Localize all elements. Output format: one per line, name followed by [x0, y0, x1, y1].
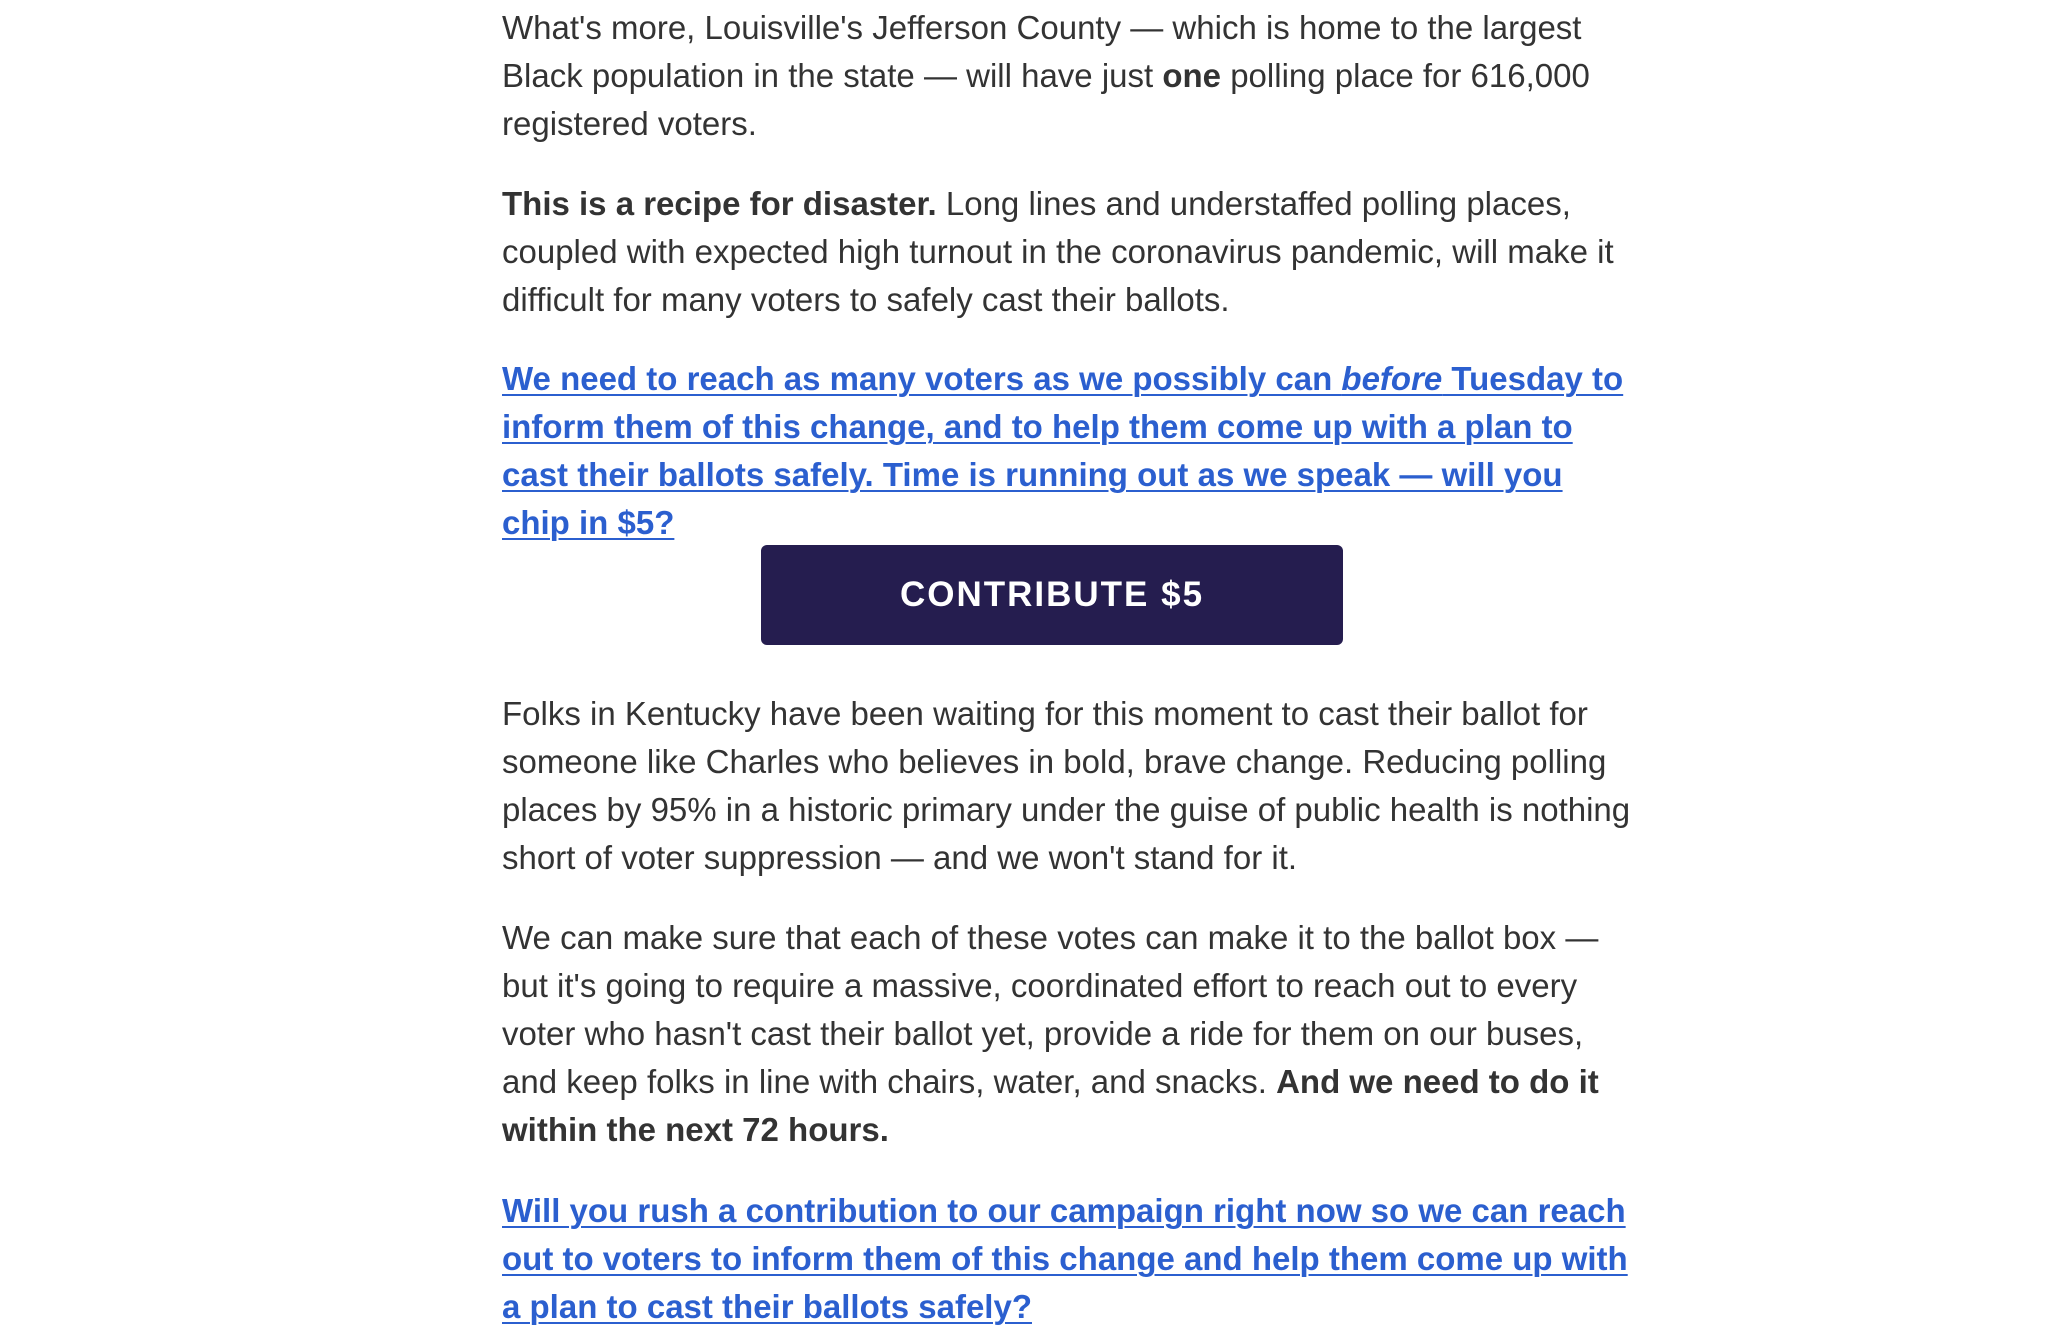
contribute-5-button[interactable]: CONTRIBUTE $5	[761, 545, 1343, 645]
paragraph-text: Long lines and understaffed polling places, coupled with expected high turnout in the coronavirus pandemic, will make it difficult for many voters to safely cast their ballots.	[502, 185, 1614, 318]
link-emphasis-before: before	[1341, 360, 1443, 397]
paragraph-chip-in-link	[502, 355, 1632, 547]
paragraph-recipe-for-disaster	[502, 180, 1632, 324]
emphasis-72-hours: And we need to do it within the next 72 hours.	[502, 1063, 1599, 1148]
emphasis-recipe: This is a recipe for disaster.	[502, 185, 937, 222]
paragraph-text: polling place for 616,000 registered voters.	[502, 57, 1590, 142]
emphasis-one: one	[1162, 57, 1222, 94]
paragraph-rush-contribution-link	[502, 1187, 1632, 1331]
paragraph-folks-in-kentucky	[502, 690, 1632, 882]
rush-contribution-link[interactable]: Will you rush a contribution to our campaign right now so we can reach out to voters to inform them of this change and help them come up with a plan to cast their ballots safely?	[502, 1192, 1628, 1325]
paragraph-text: Folks in Kentucky have been waiting for this moment to cast their ballot for someone like Charles who believes in bold, brave change. Reducing polling places by 95% in a historic primary under the guise of public health is nothing short of voter suppression — and we won't stand for it.	[502, 695, 1631, 876]
paragraph-ballot-box	[502, 914, 1632, 1154]
chip-in-link[interactable]	[502, 360, 1623, 541]
link-text: Tuesday to inform them of this change, and to help them come up with a plan to cast their ballots safely. Time is running out as we speak — will you chip in $5?	[502, 360, 1624, 541]
link-text: We need to reach as many voters as we possibly can	[502, 360, 1342, 397]
paragraph-polling-place	[502, 4, 1632, 148]
contribute-button-wrapper	[502, 545, 1602, 645]
paragraph-text: We can make sure that each of these votes can make it to the ballot box — but it's going to require a massive, coordinated effort to reach out to every voter who hasn't cast their ballot yet, provide a ride for them on our buses, and keep folks in line with chairs, water, and snacks.	[502, 919, 1599, 1100]
paragraph-text: What's more, Louisville's Jefferson County — which is home to the largest Black population in the state — will have just	[502, 9, 1582, 94]
